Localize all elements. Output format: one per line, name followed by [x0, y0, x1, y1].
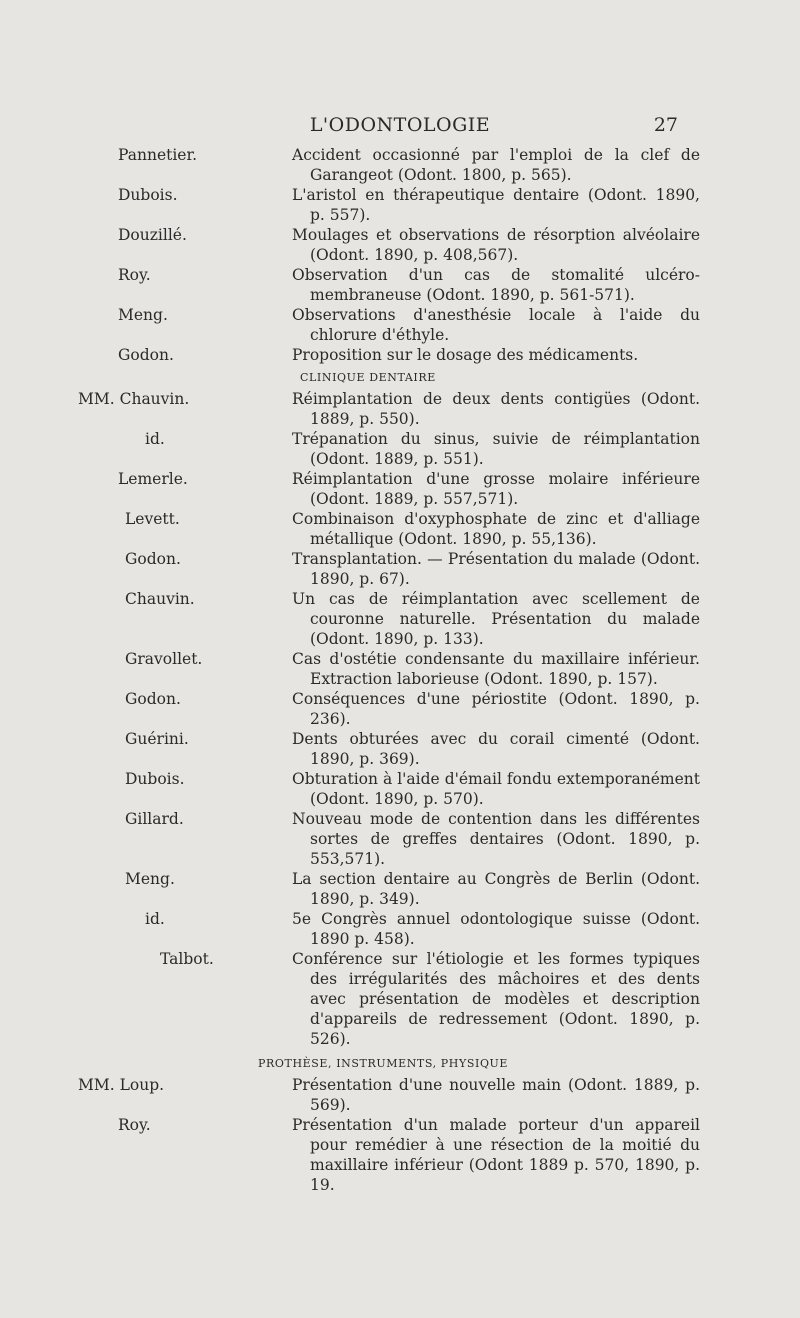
- entry-description: Réimplantation d'une grosse molaire inférieure (Odont. 1889, p. 557,571).: [292, 470, 700, 508]
- entry-description: Observations d'anesthésie locale à l'aide du chlorure d'éthyle.: [292, 306, 700, 344]
- entry-description: Conférence sur l'étiologie et les formes typiques des irrégularités des mâchoires et des dents avec présentation de modèles et description d'appareils de redressement (Odont. 1890, p. 526).: [292, 950, 700, 1048]
- entry-author: Levett.: [125, 510, 180, 528]
- entry-author: Godon.: [118, 346, 174, 364]
- entry-author: Dubois.: [118, 186, 178, 204]
- bibliography-entry: [0, 345, 800, 365]
- bibliography-entry: [0, 909, 800, 949]
- entry-description: Combinaison d'oxyphosphate de zinc et d'alliage métallique (Odont. 1890, p. 55,136).: [292, 510, 700, 548]
- entry-author: Godon.: [125, 550, 181, 568]
- entry-description: Un cas de réimplantation avec scellement de couronne naturelle. Présentation du malade (Odont. 1890, p. 133).: [292, 590, 700, 648]
- entry-description: Présentation d'un malade porteur d'un appareil pour remédier à une résection de la moitié du maxillaire inférieur (Odont 1889 p. 570, 1890, p. 19.: [292, 1116, 700, 1194]
- bibliography-entry: [0, 1075, 800, 1115]
- section-heading-clinique: CLINIQUE DENTAIRE: [300, 371, 436, 384]
- entry-group-clinique: [0, 389, 800, 1049]
- entry-description: Transplantation. — Présentation du malade (Odont. 1890, p. 67).: [292, 550, 700, 588]
- entry-author: Talbot.: [160, 950, 214, 968]
- bibliography-entry: [0, 729, 800, 769]
- entry-description: Nouveau mode de contention dans les différentes sortes de greffes dentaires (Odont. 1890, p. 553,571).: [292, 810, 700, 868]
- entry-description: 5e Congrès annuel odontologique suisse (Odont. 1890 p. 458).: [292, 910, 700, 948]
- entry-author: MM. Loup.: [78, 1076, 165, 1094]
- bibliography-entry: [0, 389, 800, 429]
- entry-author: Meng.: [118, 306, 168, 324]
- entry-description: Obturation à l'aide d'émail fondu extemporanément (Odont. 1890, p. 570).: [292, 770, 700, 808]
- entry-description: L'aristol en thérapeutique dentaire (Odont. 1890, p. 557).: [292, 186, 700, 224]
- entry-description: Accident occasionné par l'emploi de la clef de Garangeot (Odont. 1800, p. 565).: [292, 146, 700, 184]
- bibliography-entry: [0, 469, 800, 509]
- entry-author: Gillard.: [125, 810, 184, 828]
- bibliography-entry: [0, 549, 800, 589]
- bibliography-entry: [0, 225, 800, 265]
- entry-author: Roy.: [118, 1116, 151, 1134]
- bibliography-entry: [0, 509, 800, 549]
- bibliography-entry: [0, 1115, 800, 1195]
- entry-author: Roy.: [118, 266, 151, 284]
- bibliography-entry: [0, 649, 800, 689]
- entry-description: Dents obturées avec du corail cimenté (Odont. 1890, p. 369).: [292, 730, 700, 768]
- bibliography-entry: [0, 145, 800, 185]
- entry-description: Présentation d'une nouvelle main (Odont. 1889, p. 569).: [292, 1076, 700, 1114]
- entry-author: Douzillé.: [118, 226, 187, 244]
- entry-description: Réimplantation de deux dents contigües (Odont. 1889, p. 550).: [292, 390, 700, 428]
- bibliography-entry: [0, 809, 800, 869]
- bibliography-entry: [0, 689, 800, 729]
- entry-description: Moulages et observations de résorption alvéolaire (Odont. 1890, p. 408,567).: [292, 226, 700, 264]
- entry-description: Proposition sur le dosage des médicaments.: [292, 346, 639, 364]
- entry-author: Gravollet.: [125, 650, 203, 668]
- entry-description: Cas d'ostétie condensante du maxillaire inférieur. Extraction laborieuse (Odont. 1890, p. 157).: [292, 650, 700, 688]
- bibliography-entry: [0, 185, 800, 225]
- entry-author: Meng.: [125, 870, 175, 888]
- bibliography-list: [0, 145, 800, 1195]
- entry-author: Dubois.: [125, 770, 185, 788]
- entry-description: La section dentaire au Congrès de Berlin (Odont. 1890, p. 349).: [292, 870, 700, 908]
- entry-author: Guérini.: [125, 730, 189, 748]
- entry-description: Conséquences d'une périostite (Odont. 1890, p. 236).: [292, 690, 700, 728]
- entry-author: id.: [145, 910, 165, 928]
- bibliography-entry: [0, 589, 800, 649]
- bibliography-entry: [0, 265, 800, 305]
- journal-title: L'ODONTOLOGIE: [309, 114, 491, 136]
- bibliography-entry: [0, 429, 800, 469]
- entry-author: Pannetier.: [118, 146, 198, 164]
- bibliography-entry: [0, 769, 800, 809]
- entry-description: Trépanation du sinus, suivie de réimplantation (Odont. 1889, p. 551).: [292, 430, 700, 468]
- entry-author: Chauvin.: [125, 590, 195, 608]
- entry-author: Godon.: [125, 690, 181, 708]
- entry-group-general: [0, 145, 800, 365]
- entry-description: Observation d'un cas de stomalité ulcéro-membraneuse (Odont. 1890, p. 561-571).: [292, 266, 700, 304]
- running-header: [0, 114, 800, 140]
- page-number: 27: [653, 114, 678, 136]
- bibliography-entry: [0, 949, 800, 1049]
- section-heading-prothese: PROTHÈSE, INSTRUMENTS, PHYSIQUE: [258, 1057, 509, 1070]
- entry-group-prothese: [0, 1075, 800, 1195]
- bibliography-entry: [0, 305, 800, 345]
- bibliography-entry: [0, 869, 800, 909]
- entry-author: MM. Chauvin.: [78, 390, 190, 408]
- entry-author: id.: [145, 430, 165, 448]
- entry-author: Lemerle.: [118, 470, 188, 488]
